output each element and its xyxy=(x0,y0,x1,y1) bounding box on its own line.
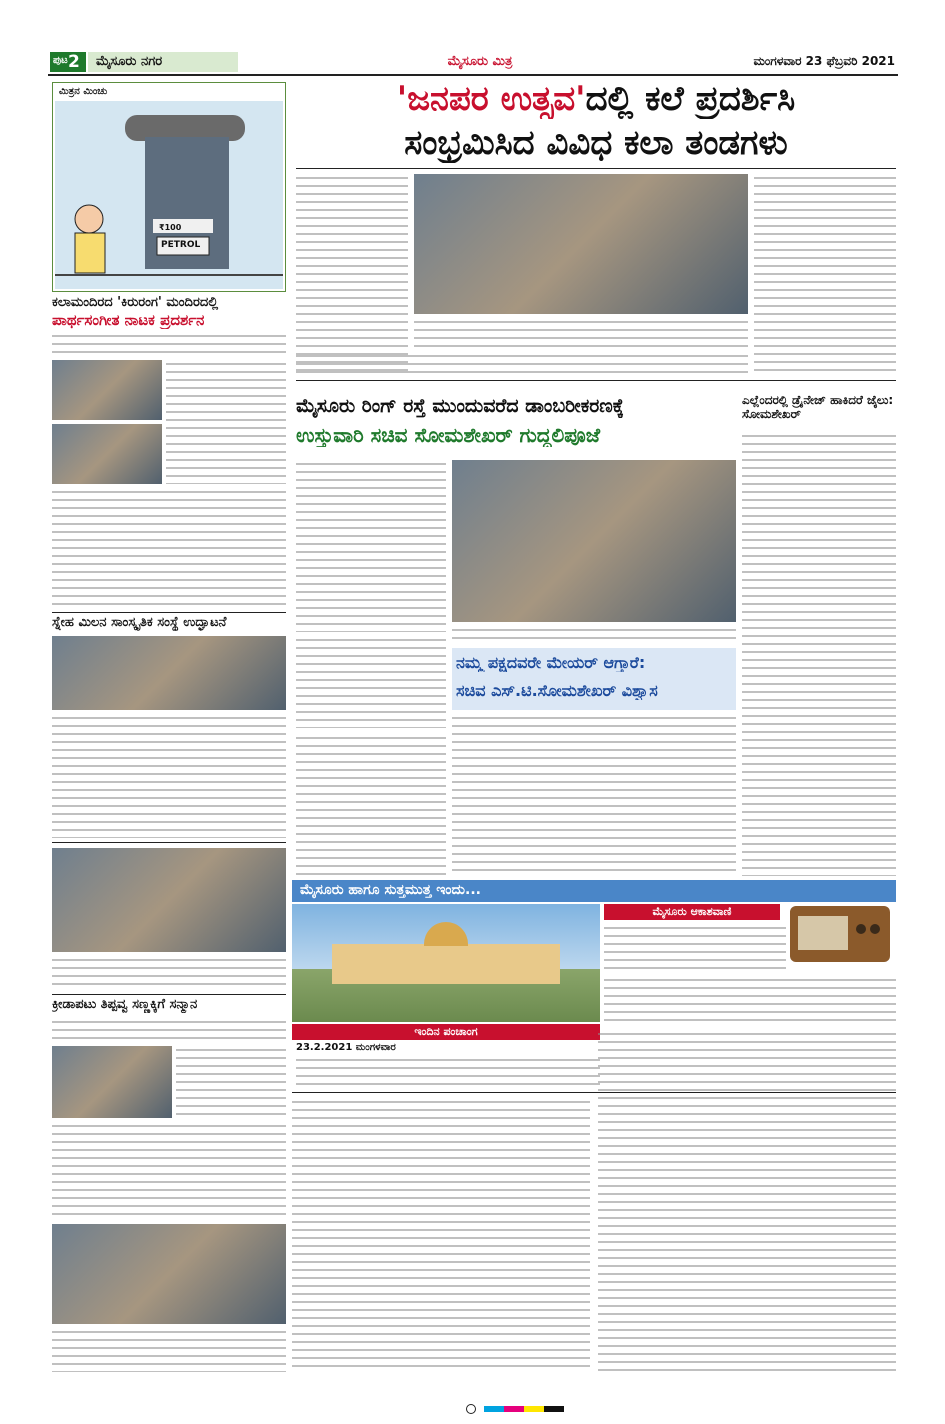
left-divider-2 xyxy=(52,842,286,843)
ring-road-body-2 xyxy=(296,636,446,728)
today-banner xyxy=(292,880,896,902)
panchanga-title-bar xyxy=(292,1024,600,1040)
left-divider-1 xyxy=(52,612,286,613)
left1-headline-line1: ಕಲಾಮಂದಿರದ 'ಕಿರುರಂಗ' ಮಂದಿರದಲ್ಲಿ xyxy=(52,296,219,310)
mayor-body xyxy=(452,714,736,876)
left4-caption xyxy=(52,1328,286,1372)
cartoon-box xyxy=(52,82,286,292)
left1-body-top xyxy=(52,332,286,356)
left-divider-3 xyxy=(52,994,286,995)
lead-body-col1 xyxy=(296,174,408,374)
petrol-sign: PETROL xyxy=(161,240,201,250)
left4-body-top xyxy=(52,1018,286,1042)
left1-photo-2 xyxy=(52,424,162,484)
radio-title: ಮೈಸೂರು ಆಕಾಶವಾಣಿ xyxy=(652,905,732,918)
mayor-headline-line2: ಸಚಿವ ಎಸ್.ಟಿ.ಸೋಮಶೇಖರ್ ವಿಶ್ವಾಸ xyxy=(456,682,658,700)
registration-mark xyxy=(466,1404,476,1414)
radio-schedule-1 xyxy=(604,924,786,972)
left1-body xyxy=(52,488,286,610)
lead-body-col2 xyxy=(754,174,896,374)
left1-body-side xyxy=(166,360,286,484)
color-bar xyxy=(484,1406,564,1412)
header-rule xyxy=(48,74,898,76)
radio-title-bar xyxy=(604,904,780,920)
ring-road-photo xyxy=(452,460,736,622)
page-label: ಪುಟ xyxy=(53,55,68,66)
left4-headline: ಕ್ರೀಡಾಪಟು ತಿಪ್ಪವ್ವ ಸಣ್ಣಕ್ಕಿಗೆ ಸನ್ಮಾನ xyxy=(52,998,198,1012)
price-sign: ₹100 xyxy=(159,223,182,232)
left2-body xyxy=(52,714,286,838)
lead-body-bottom xyxy=(296,352,748,374)
lead-photo-caption xyxy=(414,318,748,348)
left3-photo xyxy=(52,848,286,952)
panchanga-date: 23.2.2021 ಮಂಗಳವಾರ xyxy=(296,1042,396,1053)
palace-dome xyxy=(424,922,468,946)
lead-headline-highlight: 'ಜನಪರ ಉತ್ಸವ' xyxy=(396,80,586,119)
left4-body-side xyxy=(176,1046,286,1118)
mayor-headline-line1: ನಮ್ಮ ಪಕ್ಷದವರೇ ಮೇಯರ್ ಆಗ್ತಾರೆ: xyxy=(456,654,646,672)
cartoon-title: ಮಿತ್ರನ ಮಿಂಚು xyxy=(59,86,108,97)
left4-photo-1 xyxy=(52,1046,172,1118)
lead-headline-rest: ದಲ್ಲಿ ಕಲೆ ಪ್ರದರ್ಶಿಸಿ xyxy=(585,80,796,119)
today-banner-text: ಮೈಸೂರು ಹಾಗೂ ಸುತ್ತಮುತ್ತ ಇಂದು... xyxy=(300,882,481,898)
panchanga-body xyxy=(296,1056,600,1086)
panchanga-title: ಇಂದಿನ ಪಂಚಾಂಗ xyxy=(414,1025,478,1038)
radio-image xyxy=(790,906,890,962)
listings-col2 xyxy=(598,1030,896,1372)
palace-photo xyxy=(292,904,600,1022)
ring-road-body xyxy=(296,460,446,632)
ring-road-headline-line1: ಮೈಸೂರು ರಿಂಗ್ ರಸ್ತೆ ಮುಂದುವರೆದ ಡಾಂಬರೀಕರಣಕ್ಕೆ xyxy=(296,396,624,417)
lead-photo xyxy=(414,174,748,314)
masthead: ಮೈಸೂರು ಮಿತ್ರ xyxy=(447,54,513,69)
lead-bottom-rule xyxy=(296,380,896,381)
section-bar xyxy=(88,52,238,72)
ring-road-caption xyxy=(452,626,736,644)
left2-headline: ಸ್ನೇಹ ಮಿಲನ ಸಾಂಸ್ಕೃತಿಕ ಸಂಸ್ಥೆ ಉದ್ಘಾಟನೆ xyxy=(52,616,227,630)
radio-knob-2 xyxy=(870,924,880,934)
left4-photo-2 xyxy=(52,1224,286,1324)
radio-schedule-2 xyxy=(604,976,896,1026)
issue-date: ಮಂಗಳವಾರ 23 ಫೆಬ್ರವರಿ 2021 xyxy=(753,54,895,68)
left1-headline-line2: ಪಾರ್ಥಸಂಗೀತ ನಾಟಕ ಪ್ರದರ್ಶನ xyxy=(52,312,205,329)
jail-body xyxy=(742,432,896,876)
lead-headline-line2: ಸಂಭ್ರಮಿಸಿದ ವಿವಿಧ ಕಲಾ ತಂಡಗಳು xyxy=(404,124,788,163)
palace-building xyxy=(332,944,560,984)
ring-road-headline-line2: ಉಸ್ತುವಾರಿ ಸಚಿವ ಸೋಮಶೇಖರ್ ಗುದ್ದಲಿಪೂಜೆ xyxy=(296,424,600,447)
left3-caption xyxy=(52,956,286,990)
jail-headline: ಎಲ್ಲೆಂದರಲ್ಲಿ ಡ್ರೈನೇಜ್ ಹಾಕಿದರೆ ಜೈಲು: ಸೋಮಶೇಖರ್ xyxy=(742,394,894,421)
lead-headline-line1 xyxy=(296,80,896,119)
page-number: 2 xyxy=(68,52,80,72)
section-title: ಮೈಸೂರು ನಗರ xyxy=(96,54,163,69)
left4-body xyxy=(52,1122,286,1220)
page-number-badge xyxy=(50,52,86,72)
cartoon-illustration xyxy=(55,101,283,289)
listings-col1 xyxy=(292,1098,590,1372)
ring-road-body-3 xyxy=(296,734,446,876)
radio-speaker xyxy=(798,916,848,950)
lead-rule xyxy=(296,168,896,169)
radio-knob-1 xyxy=(856,924,866,934)
left2-photo xyxy=(52,636,286,710)
left1-photo-1 xyxy=(52,360,162,420)
